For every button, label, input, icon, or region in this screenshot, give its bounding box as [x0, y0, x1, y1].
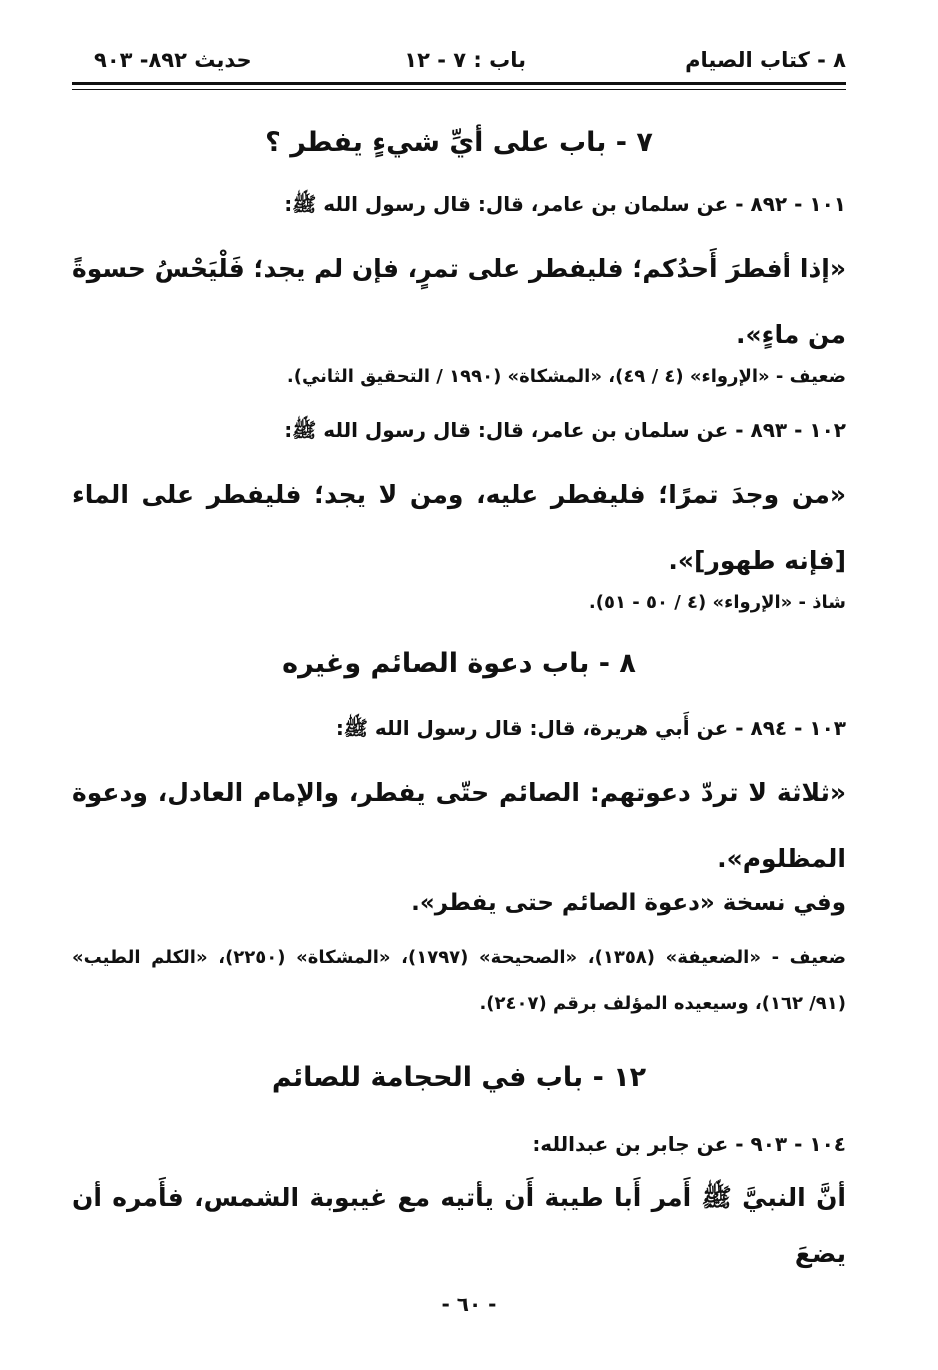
hadith-103-variant: وفي نسخة «دعوة الصائم حتى يفطر». [411, 890, 846, 916]
hadith-104-head: ١٠٤ - ٩٠٣ - عن جابر بن عبدالله: [532, 1132, 846, 1156]
hadith-101-text: «إذا أفطرَ أَحدُكم؛ فليفطر على تمرٍ، فإن لم يجد؛ فَلْيَحْسُ حسوةً من ماءٍ». [72, 254, 846, 349]
chapter-title-7: ٧ - باب على أيِّ شيءٍ يفطر ؟ [265, 127, 653, 158]
hadith-102-text: «من وجدَ تمرًا؛ فليفطر عليه، ومن لا يجد؛ فليفطر على الماء [فإنه طهور]». [72, 480, 846, 575]
chapter-title-8: ٨ - باب دعوة الصائم وغيره [282, 648, 636, 679]
header-chapter-range: باب : ٧ - ١٢ [404, 48, 526, 72]
hadith-103-head: ١٠٣ - ٨٩٤ - عن أَبي هريرة، قال: قال رسول الله ﷺ: [335, 716, 846, 740]
header-book-title: ٨ - كتاب الصيام [685, 48, 846, 72]
hadith-102-grading: شاذ - «الإرواء» (٤ / ٥٠ - ٥١). [588, 592, 846, 613]
hadith-102-head: ١٠٢ - ٨٩٣ - عن سلمان بن عامر، قال: قال رسول الله ﷺ: [284, 418, 846, 442]
hadith-103-grading: ضعيف - «الضعيفة» (١٣٥٨)، «الصحيحة» (١٧٩٧)، «المشكاة» (٢٢٥٠)، «الكلم الطيب» (٩١/ ١٦٢)، وسيعيده المؤلف برقم (٢٤٠٧). [72, 947, 846, 1014]
header-rule-thin [72, 89, 846, 90]
hadith-101-grading: ضعيف - «الإرواء» (٤ / ٤٩)، «المشكاة» (١٩٩٠ / التحقيق الثاني). [286, 366, 846, 387]
running-header [72, 44, 846, 84]
hadith-104-text: أنَّ النبيَّ ﷺ أَمر أَبا طيبة أَن يأتيه مع غيبوبة الشمس، فأَمره أن يضعَ [72, 1183, 846, 1268]
chapter-title-12: ١٢ - باب في الحجامة للصائم [271, 1062, 647, 1093]
header-rule-thick [72, 82, 846, 85]
hadith-101-head: ١٠١ - ٨٩٢ - عن سلمان بن عامر، قال: قال رسول الله ﷺ: [284, 192, 846, 216]
hadith-103-text: «ثلاثة لا تردّ دعوتهم: الصائم حتّى يفطر، والإمام العادل، ودعوة المظلوم». [72, 778, 846, 873]
page-number: - ٦٠ - [441, 1292, 497, 1316]
header-hadith-range: حديث ٨٩٢- ٩٠٣ [94, 48, 252, 72]
